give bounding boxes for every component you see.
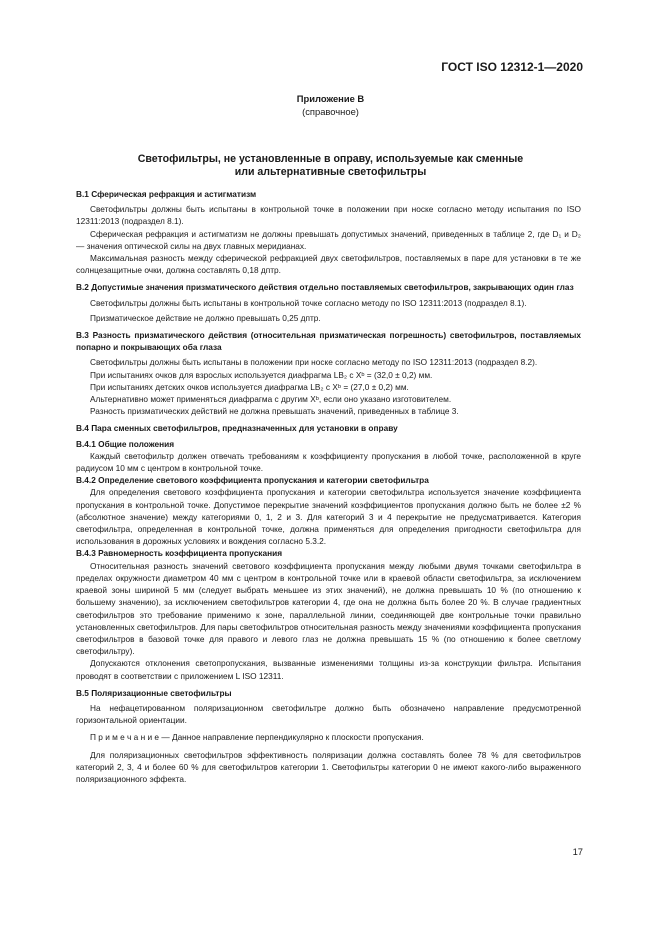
section-b3-paragraph: Светофильтры должны быть испытаны в положении при носке согласно методу по ISO 12311:2013 (подраздел 8.2). [90,357,538,368]
section-b4-1-paragraph: Каждый светофильтр должен отвечать требованиям к коэффициенту пропускания в любой точке, расположенной в круге радиусом 10 мм с центром в контрольной точке. [76,450,581,474]
section-b4-heading: В.4 Пара сменных светофильтров, предназначенных для установки в оправу [76,423,398,434]
main-title [0,153,661,179]
section-b4-1-heading: В.4.1 Общие положения [76,438,175,449]
section-b3-heading: В.3 Разность призматического действия (относительная призматическая погрешность) светофильтров, поставляемых попарно и покрывающих оба глаза [76,330,581,353]
section-b2-paragraph: Призматическое действие не должно превышать 0,25 дптр. [90,312,321,323]
section-b5-note: П р и м е ч а н и е — Данное направление перпендикулярно к плоскости пропускания. [90,732,424,743]
document-standard-header: ГОСТ ISO 12312-1—2020 [441,60,583,74]
main-title-line-2: или альтернативные светофильтры [234,166,427,178]
section-b1-heading: В.1 Сферическая рефракция и астигматизм [76,189,257,199]
section-b4-3-heading: В.4.3 Равномерность коэффициента пропускания [76,548,283,559]
annex-note: (справочное) [302,106,359,117]
section-b3-paragraph: При испытаниях очков для взрослых используется диафрагма LB₂ с Xᵇ = (32,0 ± 0,2) мм. [90,369,433,380]
document-body [76,188,581,785]
section-b4-2-heading: В.4.2 Определение светового коэффициента пропускания и категории светофильтра [76,475,429,486]
section-b3-paragraph: Разность призматических действий не должна превышать значений, приведенных в таблице 3. [90,406,459,417]
section-b2-heading: В.2 Допустимые значения призматического действия отдельно поставляемых светофильтров, закрывающих один глаз [76,282,574,293]
page-number: 17 [572,846,583,857]
section-b2-paragraph: Светофильтры должны быть испытаны в контрольной точке согласно методу по ISO 12311:2013 (подраздел 8.1). [90,297,527,308]
section-b3-paragraph: При испытаниях детских очков используется диафрагма LB₂ с Xᵇ = (27,0 ± 0,2) мм. [90,381,409,392]
section-b4-3-paragraph: Относительная разность значений светового коэффициента пропускания между любыми двумя точками светофильтра в пределах окружности диаметром 40 мм с центром в контрольной точке или в краевой области светофильтра, за исключением краевой зоны шириной 5 мм (следует выбрать меньшее из этих значений), не должна превышать 10 % (по отношению к большему значению), за исключением светофильтров категории 4, где она не должна быть более 20 %. В случае градиентных светофильтров это требование применимо к зоне, параллельной линии, соединяющей две контрольные точки правильно установленных светофильтров. Для пары светофильтров относительная разность между значениями коэффициента пропускания светофильтров в базовой точке для правого и левого глаз не должна превышать 15 % (по отношению к более светлому светофильтру). [76,560,581,657]
section-b4-2-paragraph: Для определения светового коэффициента пропускания и категории светофильтра используется значение коэффициента пропускания в контрольной точке. Допустимое перекрытие значений коэффициентов пропускания должно быть не более ±2 % (абсолютное значение) между категориями 0, 1, 2 и 3. Для категорий 3 и 4 перекрытие не предусматривается. Категория светофильтра, определенная в контрольной точке, должна применяться для определения пригодности светофильтра для использования в дорожных условиях и вождения согласно 5.3.2. [76,487,581,547]
section-b5-paragraph: Для поляризационных светофильтров эффективность поляризации должна составлять более 78 % для светофильтров категорий 2, 3, 4 и более 60 % для светофильтров категории 1. Светофильтры категории 0 не имеют какого-либо выраженного поляризационного эффекта. [76,749,581,784]
section-b3-paragraph: Альтернативно может применяться диафрагма с другим Xᵇ, если оно указано изготовителем. [90,394,452,405]
annex-title: Приложение В [296,93,365,104]
section-b5-paragraph: На нефацетированном поляризационном светофильтре должно быть обозначено направление предусмотренной горизонтальной ориентации. [76,702,581,726]
section-b4-3-paragraph: Допускаются отклонения светопропускания, вызванные изменениями толщины из-за конструкции фильтра. Испытания проводят в соответствии с приложением L ISO 12311. [76,658,581,681]
section-b1-paragraph: Максимальная разность между сферической рефракцией двух светофильтров, поставляемых в паре для установки в те же солнцезащитные очки, должна составлять 0,18 дптр. [76,253,581,276]
main-title-line-1: Светофильтры, не установленные в оправу, используемые как сменные [137,153,524,165]
section-b1-paragraph: Сферическая рефракция и астигматизм не должны превышать допустимых значений, приведенных в таблице 2, где D₁ и D₂ — значения оптической силы на двух главных меридианах. [76,228,581,251]
section-b5-heading: В.5 Поляризационные светофильтры [76,687,232,698]
section-b1-paragraph: Светофильтры должны быть испытаны в контрольной точке в положении при носке согласно методу испытания по ISO 12311:2013 (подраздел 8.1). [76,204,581,227]
